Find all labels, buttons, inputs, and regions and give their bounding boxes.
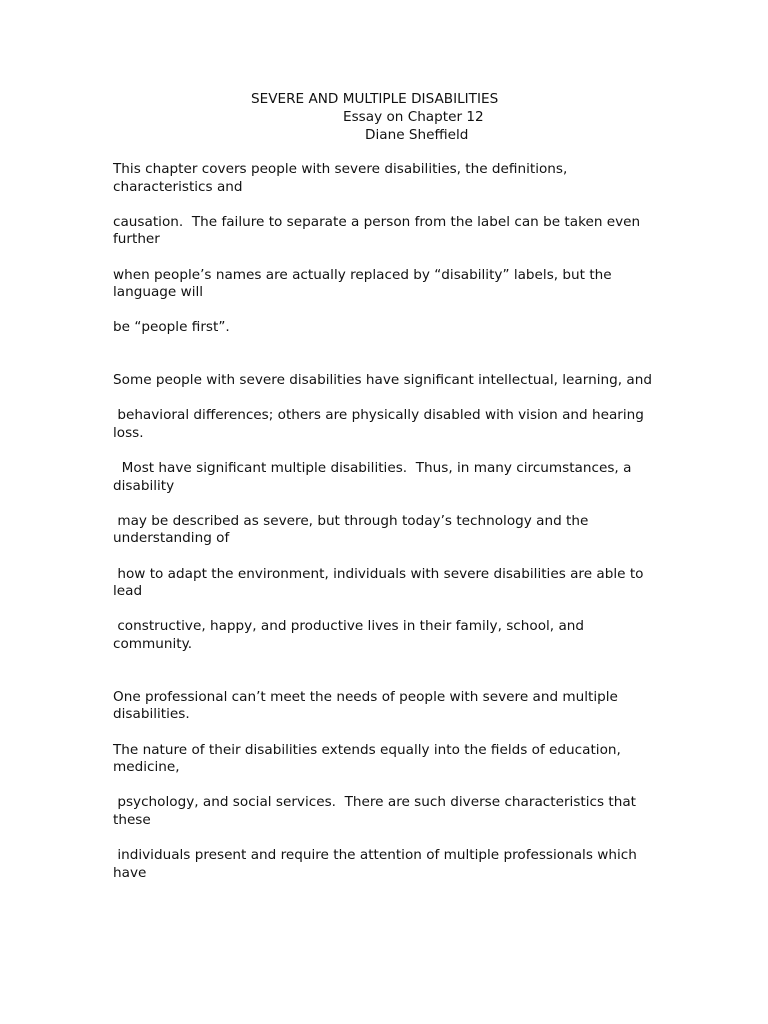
paragraph-line: psychology, and social services. There are such diverse characteristics that these — [113, 794, 641, 828]
document-title: SEVERE AND MULTIPLE DISABILITIES — [251, 91, 499, 107]
paragraph-line: The nature of their disabilities extends equally into the fields of education, medicine, — [113, 741, 626, 776]
paragraph-line: behavioral differences; others are physically disabled with vision and hearing loss. — [113, 407, 649, 441]
paragraph-line: when people’s names are actually replaced by “disability” labels, but the language will — [113, 266, 616, 301]
paragraph-line: be “people first”. — [113, 319, 230, 336]
paragraph-line: Some people with severe disabilities have significant intellectual, learning, and — [113, 372, 652, 389]
paragraph-line: may be described as severe, but through today’s technology and the understanding of — [113, 512, 593, 547]
document-subtitle: Essay on Chapter 12 — [343, 109, 484, 125]
paragraph-line: causation. The failure to separate a person from the label can be taken even further — [113, 213, 645, 248]
paragraph-line: One professional can’t meet the needs of people with severe and multiple disabilities. — [113, 688, 623, 723]
section-break — [113, 355, 661, 373]
paragraph-line: constructive, happy, and productive lives in their family, school, and community. — [113, 618, 589, 653]
document-author: Diane Sheffield — [365, 127, 469, 143]
paragraph-line: individuals present and require the attention of multiple professionals which have — [113, 847, 642, 881]
section-break — [113, 671, 661, 689]
document-body — [113, 161, 661, 900]
paragraph-line: how to adapt the environment, individuals with severe disabilities are able to lead — [113, 565, 648, 600]
paragraph-line: Most have significant multiple disabilities. Thus, in many circumstances, a disability — [113, 460, 636, 494]
paragraph-line: This chapter covers people with severe disabilities, the definitions, characteristics and — [113, 161, 572, 195]
